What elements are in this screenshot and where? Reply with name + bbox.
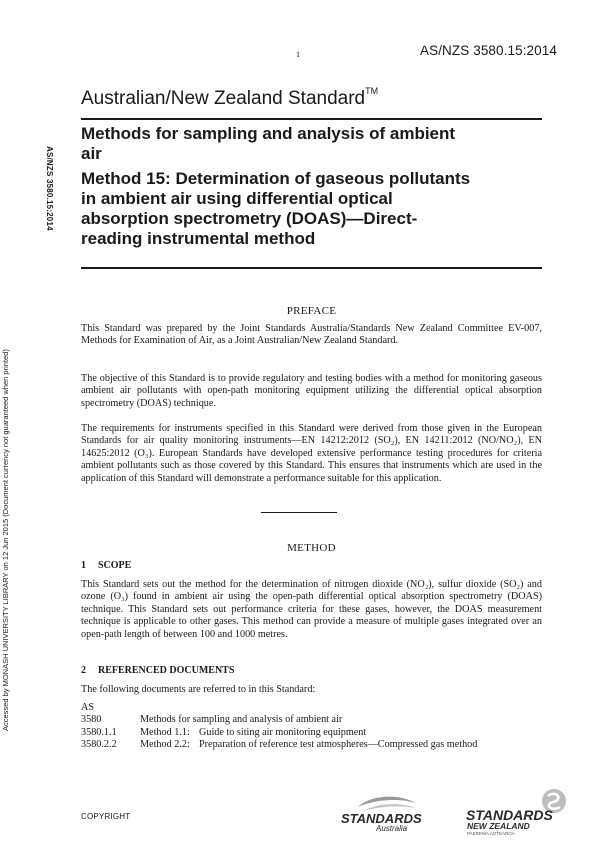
reference-method: Method 1.1: xyxy=(140,726,190,738)
reference-code: 3580 xyxy=(81,714,102,726)
reference-item xyxy=(81,714,542,726)
method-heading: METHOD xyxy=(287,542,336,554)
side-standard-label: AS/NZS 3580.15:2014 xyxy=(45,146,54,231)
reference-desc: Guide to siting air monitoring equipment xyxy=(199,726,367,738)
title-line: Method 15: Determination of gaseous pollutants xyxy=(81,169,471,188)
title-line: in ambient air using differential optical xyxy=(81,189,393,208)
snz-logo-word: STANDARDS xyxy=(466,807,553,823)
sa-logo-country: Australia xyxy=(376,824,408,833)
copyright-label: COPYRIGHT xyxy=(81,812,131,821)
references-intro: The following documents are referred to in this Standard: xyxy=(81,684,316,695)
section-separator xyxy=(261,512,337,513)
standards-australia-logo xyxy=(340,793,428,833)
snz-logo-country: NEW ZEALAND xyxy=(467,821,530,831)
standards-new-zealand-logo xyxy=(464,788,572,836)
reference-item xyxy=(81,727,542,739)
reference-desc: Preparation of reference test atmospheres—Compressed gas method xyxy=(199,739,478,751)
preface-heading: PREFACE xyxy=(286,305,337,317)
title-line: reading instrumental method xyxy=(81,229,316,248)
access-watermark: Accessed by MONASH UNIVERSITY LIBRARY on 12 Jun 2015 (Document currency not guaranteed when printed) xyxy=(1,349,10,731)
section-title: SCOPE xyxy=(98,560,132,571)
reference-code: 3580.1.1 xyxy=(81,726,117,738)
title-line: absorption spectrometry (DOAS)—Direct- xyxy=(81,209,418,228)
reference-desc: Methods for sampling and analysis of ambient air xyxy=(140,714,343,726)
reference-method: Method 2.2: xyxy=(140,739,190,751)
title-rule-bottom xyxy=(81,267,542,269)
section-number: 2 xyxy=(81,665,86,676)
title-line: air xyxy=(81,144,102,163)
scope-paragraph: This Standard sets out the method for the determination of nitrogen dioxide (NO₂), sulfur dioxide (SO₂) and ozone (O₃) found in ambient air using the open-path differential optical absorption spectrometry (DOAS) technique. This Standard sets out performance criteria for these gases, however, the DOAS measurement technique is applicable to other gases. This method can provide a measure of multiple gases integrated over an open-path length of between 100 and 1000 metres. xyxy=(81,579,542,640)
page-number: 1 xyxy=(296,50,300,59)
reference-code: 3580.2.2 xyxy=(81,739,117,751)
series-title-text: Australian/New Zealand Standard xyxy=(81,88,366,109)
preface-paragraph: The requirements for instruments specified in this Standard were derived from those given in the European Standards for air quality monitoring instruments—EN 14212:2012 (SO₂), EN 14211:2012 (NO/NO₂), EN 14625:2012 (O₃). European Standards have developed extensive performance testing procedures for criteria ambient pollutants such as those covered by this Standard. This ensures that instruments which are used in the application of this Standard will demonstrate a performance suitable for this application. xyxy=(81,423,542,484)
scope-heading xyxy=(81,560,131,571)
references-heading xyxy=(81,665,234,676)
reference-item xyxy=(81,739,542,751)
section-number: 1 xyxy=(81,560,86,571)
references-list xyxy=(81,702,542,752)
series-title xyxy=(81,86,378,110)
title-rule-top xyxy=(81,118,542,120)
title-line: Methods for sampling and analysis of ambient xyxy=(81,124,456,143)
sa-logo-word: STANDARDS xyxy=(341,811,422,826)
snz-logo-maori: PAEREWA AOTEAROA xyxy=(467,831,515,836)
preface-paragraph: The objective of this Standard is to provide regulatory and testing bodies with a method for monitoring gaseous ambient air pollutants with open-path monitoring equipment utilizing the differential optical absorption spectrometry (DOAS) technique. xyxy=(81,373,542,409)
trademark-mark: TM xyxy=(365,86,379,96)
preface-paragraph: This Standard was prepared by the Joint Standards Australia/Standards New Zealand Committee EV-007, Methods for Examination of Air, as a Joint Australian/New Zealand Standard. xyxy=(81,323,542,347)
standard-number: AS/NZS 3580.15:2014 xyxy=(420,43,557,58)
document-title xyxy=(81,124,546,249)
section-title: REFERENCED DOCUMENTS xyxy=(98,665,235,676)
reference-group: AS xyxy=(81,702,95,713)
